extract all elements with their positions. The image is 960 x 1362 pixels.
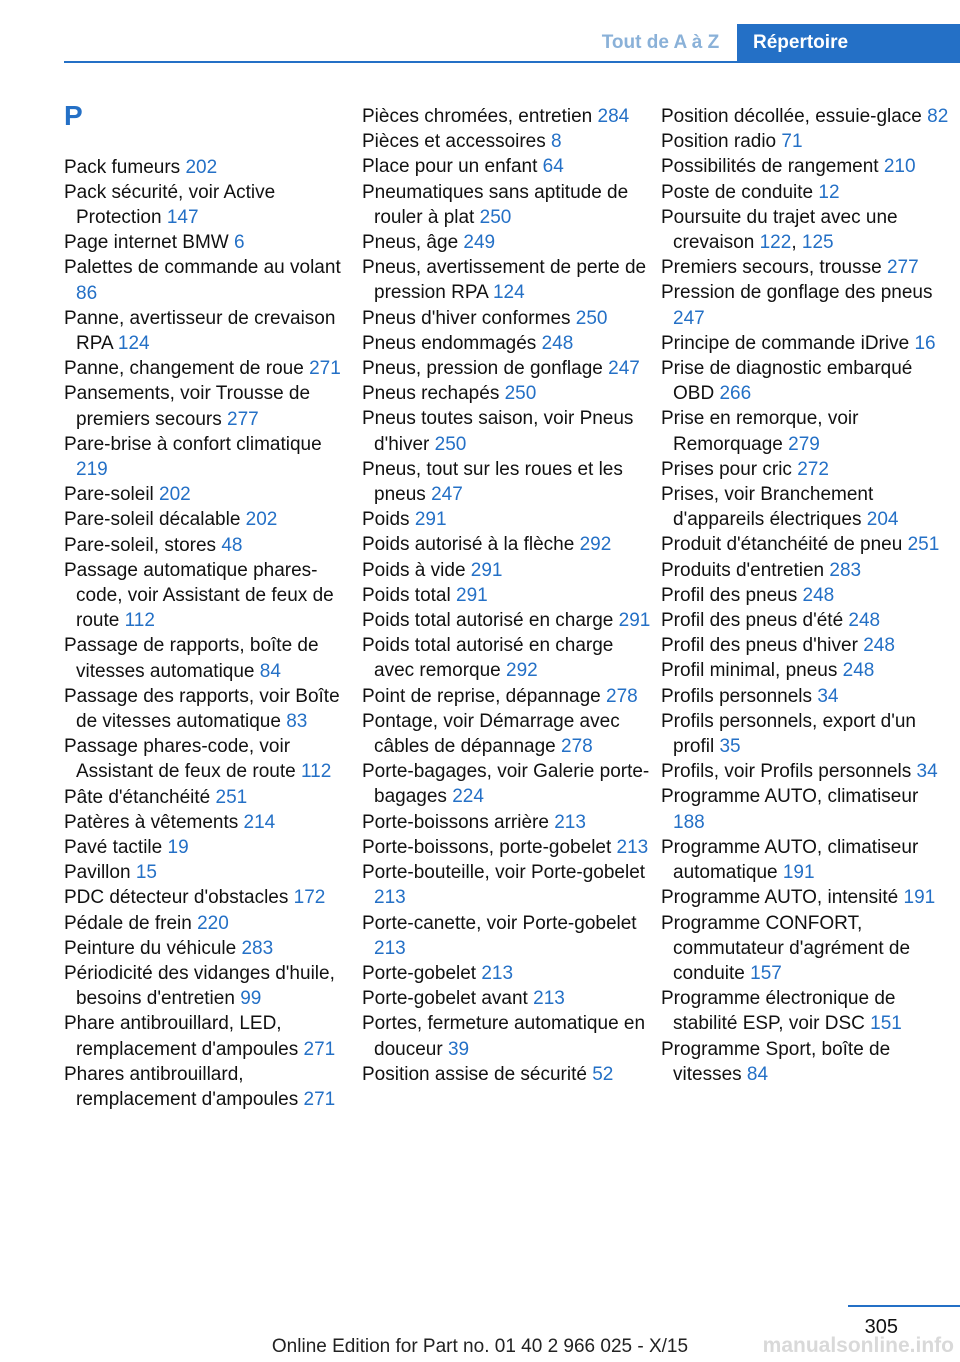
index-entry bbox=[362, 810, 654, 835]
page-link[interactable]: 6 bbox=[234, 232, 245, 254]
index-entry-text: Poursuite du trajet avec une crevaison bbox=[661, 206, 898, 254]
index-entry bbox=[661, 784, 953, 834]
index-entry-text: Pneus, tout sur les roues et les pneus bbox=[362, 458, 623, 506]
index-entry-text: Pare-brise à confort climatique bbox=[64, 433, 322, 455]
index-entry bbox=[362, 406, 654, 456]
page-link[interactable]: 188 bbox=[673, 811, 705, 833]
index-entry-text: Portes, fermeture automatique en douceur bbox=[362, 1013, 646, 1060]
watermark-logo: manualsonline.info bbox=[762, 1334, 954, 1357]
index-entry bbox=[362, 1011, 654, 1061]
page-link[interactable]: 213 bbox=[481, 962, 514, 984]
index-entry-text: Poids autorisé à la flèche bbox=[362, 534, 575, 556]
index-entry bbox=[661, 180, 953, 205]
index-entry-text: Porte-bagages, voir Galerie porte-bagages bbox=[362, 761, 650, 808]
index-entry bbox=[661, 885, 953, 910]
page-link[interactable]: 191 bbox=[782, 862, 815, 884]
page-link[interactable]: 283 bbox=[829, 559, 862, 581]
page-link[interactable]: 251 bbox=[907, 534, 940, 556]
page-link[interactable]: 271 bbox=[303, 1089, 336, 1111]
index-entry bbox=[64, 1062, 356, 1112]
index-entry-text: Périodicité des vidanges d'huile, besoins d'entretien bbox=[64, 963, 335, 1010]
index-entry-text: Profils, voir Profils personnels bbox=[661, 761, 912, 783]
index-entry bbox=[661, 583, 953, 608]
page-link[interactable]: 214 bbox=[243, 811, 276, 833]
index-entry-text: Programme Sport, boîte de vitesses bbox=[661, 1038, 891, 1085]
index-entry-text: Pare-soleil, stores bbox=[64, 534, 217, 556]
index-entry bbox=[362, 911, 654, 961]
index-entry-text: Produit d'étanchéité de pneu bbox=[661, 534, 903, 556]
index-entry bbox=[362, 154, 654, 179]
page-link[interactable]: 248 bbox=[863, 635, 895, 657]
index-entry bbox=[64, 558, 356, 634]
index-entry-text: Pavé tactile bbox=[64, 836, 163, 858]
index-entry-text: Produits d'entretien bbox=[661, 559, 825, 581]
index-entry bbox=[64, 734, 356, 784]
index-entry-text: Panne, avertisseur de crevaison RPA bbox=[64, 307, 336, 354]
index-entry bbox=[362, 381, 654, 406]
page-link[interactable]: 291 bbox=[456, 584, 488, 606]
page-link[interactable]: 266 bbox=[719, 383, 752, 405]
index-entry bbox=[362, 180, 654, 230]
index-entry bbox=[64, 885, 356, 910]
page-link[interactable]: 291 bbox=[618, 610, 651, 632]
index-entry-text: Profil des pneus d'hiver bbox=[661, 635, 858, 657]
page-link[interactable]: 39 bbox=[447, 1038, 470, 1060]
page-link[interactable]: 250 bbox=[575, 307, 608, 329]
index-entry-text: Patères à vêtements bbox=[64, 811, 239, 833]
index-entry bbox=[64, 381, 356, 431]
page-link[interactable]: 112 bbox=[300, 761, 332, 783]
index-entry bbox=[64, 432, 356, 482]
index-entry-text: Palettes de commande au volant bbox=[64, 257, 341, 279]
page-link[interactable]: 82 bbox=[927, 106, 949, 127]
index-entry bbox=[64, 810, 356, 835]
index-entry bbox=[362, 457, 654, 507]
index-entry bbox=[661, 709, 953, 759]
index-entry bbox=[64, 633, 356, 683]
index-entry-text: Prise en remorque, voir Remorquage bbox=[661, 408, 859, 455]
page-link[interactable]: 213 bbox=[374, 937, 406, 959]
tab-all-a-to-z[interactable]: Tout de A à Z bbox=[601, 32, 720, 53]
index-entry bbox=[362, 532, 654, 557]
index-entry-text: Pack sécurité, voir Active Protection bbox=[64, 181, 276, 228]
index-entry bbox=[362, 255, 654, 305]
page-link[interactable]: 147 bbox=[166, 206, 199, 228]
page-link[interactable]: 83 bbox=[286, 710, 308, 732]
index-entry bbox=[64, 155, 356, 180]
index-entry bbox=[362, 835, 654, 860]
index-entry bbox=[64, 356, 356, 381]
page-link[interactable]: 248 bbox=[541, 332, 574, 354]
index-entry bbox=[64, 482, 356, 507]
page-link[interactable]: 124 bbox=[117, 332, 150, 354]
index-entry-text: Pédale de frein bbox=[64, 912, 192, 934]
index-entry-text: Porte-boissons, porte-gobelet bbox=[362, 836, 612, 858]
index-entry-text: Pneus, avertissement de perte de pression RPA bbox=[362, 257, 647, 304]
page-link[interactable]: 71 bbox=[781, 131, 803, 153]
index-entry-text: Premiers secours, trousse bbox=[661, 257, 882, 279]
index-entry-text: Pontage, voir Démarrage avec câbles de dépannage bbox=[362, 710, 620, 758]
page-link[interactable]: 16 bbox=[914, 332, 936, 354]
page-link[interactable]: 34 bbox=[916, 761, 938, 783]
index-entry-text: Poids à vide bbox=[362, 559, 466, 581]
index-entry-text: Peinture du véhicule bbox=[64, 937, 237, 959]
index-entry-text: Passage de rapports, boîte de vitesses automatique bbox=[64, 635, 319, 682]
page-link[interactable]: 151 bbox=[870, 1013, 902, 1035]
page-link[interactable]: 35 bbox=[719, 736, 741, 758]
page-link[interactable]: 292 bbox=[506, 660, 538, 682]
index-entry-text: Passage automatique phares-code, voir Assistant de feux de route bbox=[64, 559, 334, 632]
index-entry bbox=[661, 280, 953, 330]
index-entry bbox=[362, 104, 654, 129]
index-entry bbox=[362, 633, 654, 683]
page-link[interactable]: 52 bbox=[592, 1063, 614, 1085]
page-number: 305 bbox=[864, 1316, 898, 1338]
index-entry-text: Programme AUTO, climatiseur automatique bbox=[661, 836, 919, 884]
index-entry-text: Porte-gobelet avant bbox=[362, 988, 528, 1010]
index-entry-text: Pneus d'hiver conformes bbox=[362, 307, 571, 329]
index-entry-text: Prises pour cric bbox=[661, 458, 792, 480]
index-entry bbox=[661, 406, 953, 456]
index-entry bbox=[362, 306, 654, 331]
page-link[interactable]: 34 bbox=[817, 685, 839, 707]
page-link[interactable]: 8 bbox=[551, 131, 562, 153]
index-entry-text: Pression de gonflage des pneus bbox=[661, 282, 933, 304]
page-link[interactable]: 247 bbox=[608, 358, 640, 380]
index-entry-text: Pare-soleil bbox=[64, 484, 154, 506]
page-link[interactable]: 248 bbox=[842, 660, 875, 682]
index-entry-text: Pièces et accessoires bbox=[362, 131, 546, 153]
index-entry bbox=[362, 684, 654, 709]
index-entry bbox=[64, 180, 356, 230]
index-entry bbox=[661, 331, 953, 356]
index-entry: Poursuite du trajet avec une crevaison 122, 125 bbox=[661, 206, 898, 254]
index-entry-text: Pavillon bbox=[64, 862, 131, 884]
index-entry bbox=[64, 911, 356, 936]
index-entry-text: Programme CONFORT, commutateur d'agrément de conduite bbox=[661, 912, 911, 984]
index-entry bbox=[661, 532, 953, 557]
index-column-2 bbox=[362, 104, 654, 1087]
index-entry-text: PDC détecteur d'obstacles bbox=[64, 887, 289, 909]
page-link[interactable]: 84 bbox=[746, 1063, 769, 1085]
index-entry-text: Phare antibrouillard, LED, remplacement d'ampoules bbox=[64, 1013, 299, 1060]
tab-index[interactable]: Répertoire bbox=[737, 24, 960, 62]
page-link[interactable]: 99 bbox=[240, 988, 262, 1010]
index-entry bbox=[661, 633, 953, 658]
page-link[interactable]: 249 bbox=[463, 232, 496, 254]
index-entry bbox=[661, 658, 953, 683]
index-entry-text: Pièces chromées, entretien bbox=[362, 106, 593, 127]
index-entry bbox=[362, 1062, 654, 1087]
index-entry-text: Programme AUTO, climatiseur bbox=[661, 786, 919, 808]
index-entry-text: Pneus, âge bbox=[362, 232, 459, 254]
index-entry bbox=[362, 331, 654, 356]
page-link[interactable]: 213 bbox=[554, 811, 586, 833]
index-entry-text: Possibilités de rangement bbox=[661, 156, 879, 178]
index-entry bbox=[64, 961, 356, 1011]
page-link[interactable]: 204 bbox=[866, 509, 899, 531]
index-entry-text: Profils personnels bbox=[661, 685, 813, 707]
page-link[interactable]: 278 bbox=[606, 685, 638, 707]
index-entry bbox=[362, 608, 654, 633]
index-entry-text: Porte-canette, voir Porte-gobelet bbox=[362, 912, 637, 934]
page-link[interactable]: 278 bbox=[561, 736, 593, 758]
page-link[interactable]: 248 bbox=[802, 584, 835, 606]
edition-footer: Online Edition for Part no. 01 40 2 966 025 - X/15 bbox=[271, 1336, 689, 1357]
page-link[interactable]: 250 bbox=[434, 433, 467, 455]
index-entry-text: Programme AUTO, intensité bbox=[661, 887, 899, 909]
index-entry bbox=[362, 961, 654, 986]
index-entry-text: Poids total autorisé en charge bbox=[362, 610, 614, 632]
index-entry bbox=[64, 230, 356, 255]
page-link[interactable]: 224 bbox=[452, 786, 484, 808]
index-entry bbox=[661, 482, 953, 532]
index-entry-text: Position radio bbox=[661, 131, 777, 153]
page-link[interactable]: 125 bbox=[801, 232, 834, 254]
page-link[interactable]: 213 bbox=[533, 988, 565, 1010]
index-entry bbox=[661, 759, 953, 784]
index-entry bbox=[661, 129, 953, 154]
index-entry bbox=[362, 860, 654, 910]
page-link[interactable]: 219 bbox=[76, 458, 108, 480]
index-entry bbox=[661, 457, 953, 482]
index-entry bbox=[362, 356, 654, 381]
page-link[interactable]: 292 bbox=[579, 534, 612, 556]
index-entry-text: Pneus rechapés bbox=[362, 383, 500, 405]
index-entry-text: Poids bbox=[362, 509, 410, 531]
page-link[interactable]: 248 bbox=[848, 610, 881, 632]
index-entry bbox=[661, 255, 953, 280]
index-entry-text: Poids total autorisé en charge avec remorque bbox=[362, 635, 614, 682]
index-entry-text: Profil des pneus bbox=[661, 584, 798, 606]
page-link[interactable]: 64 bbox=[542, 156, 564, 178]
index-entry-text: Pansements, voir Trousse de premiers secours bbox=[64, 383, 311, 430]
index-entry-text: Poids total bbox=[362, 584, 451, 606]
page-link[interactable]: 86 bbox=[76, 282, 98, 304]
page-link[interactable]: 12 bbox=[818, 181, 840, 203]
page-link[interactable]: 220 bbox=[197, 912, 229, 934]
index-entry-text: Pneumatiques sans aptitude de rouler à plat bbox=[362, 181, 629, 228]
index-entry-text: Place pour un enfant bbox=[362, 156, 538, 178]
index-entry-text: Pack fumeurs bbox=[64, 156, 181, 178]
index-entry bbox=[64, 936, 356, 961]
index-entry bbox=[661, 608, 953, 633]
page-link[interactable]: 112 bbox=[124, 610, 155, 632]
index-entry-text: Pâte d'étanchéité bbox=[64, 786, 211, 808]
index-entry bbox=[362, 230, 654, 255]
index-entry bbox=[661, 684, 953, 709]
page-link[interactable]: 122 bbox=[759, 232, 792, 254]
page-link[interactable]: 172 bbox=[293, 887, 326, 909]
page-link[interactable]: 272 bbox=[797, 458, 829, 480]
page-link[interactable]: 250 bbox=[504, 383, 537, 405]
page-link[interactable]: 202 bbox=[245, 509, 278, 531]
page-link[interactable]: 271 bbox=[309, 358, 341, 380]
index-entry bbox=[64, 306, 356, 356]
page-link[interactable]: 48 bbox=[221, 534, 243, 556]
index-entry-text: Profils personnels, export d'un profil bbox=[661, 710, 916, 758]
footer-divider bbox=[848, 1305, 960, 1307]
page-link[interactable]: 250 bbox=[479, 206, 512, 228]
index-entry bbox=[661, 911, 953, 987]
index-entry-text: Porte-gobelet bbox=[362, 962, 477, 984]
index-entry-text: Passage des rapports, voir Boîte de vitesses automatique bbox=[64, 685, 340, 732]
section-letter: P bbox=[64, 100, 83, 131]
index-entry-text: Passage phares-code, voir Assistant de feux de route bbox=[64, 736, 296, 783]
index-entry-text: Phares antibrouillard, remplacement d'ampoules bbox=[64, 1063, 299, 1111]
page-link[interactable]: 213 bbox=[616, 836, 649, 858]
index-entry bbox=[362, 583, 654, 608]
page-link[interactable]: 284 bbox=[597, 106, 630, 127]
index-entry bbox=[661, 356, 953, 406]
page-link[interactable]: 251 bbox=[215, 786, 248, 808]
index-entry-text: Porte-boissons arrière bbox=[362, 811, 549, 833]
index-entry-text: Point de reprise, dépannage bbox=[362, 685, 601, 707]
index-entry-text: Profil des pneus d'été bbox=[661, 610, 844, 632]
page-link[interactable]: 15 bbox=[135, 862, 157, 884]
index-entry-text: Position assise de sécurité bbox=[362, 1063, 587, 1085]
page-link[interactable]: 19 bbox=[167, 836, 189, 858]
index-entry-text: Principe de commande iDrive bbox=[661, 332, 910, 354]
index-entry bbox=[661, 835, 953, 885]
page-link[interactable]: 202 bbox=[159, 484, 191, 506]
page-link[interactable]: 210 bbox=[883, 156, 916, 178]
index-entry bbox=[661, 986, 953, 1036]
index-entry-text: Pneus toutes saison, voir Pneus d'hiver bbox=[362, 408, 634, 455]
index-entry bbox=[661, 558, 953, 583]
index-entry-text: Prises, voir Branchement d'appareils électriques bbox=[661, 484, 874, 531]
index-entry bbox=[661, 1037, 953, 1087]
index-entry bbox=[362, 507, 654, 532]
index-entry bbox=[64, 860, 356, 885]
index-entry bbox=[64, 507, 356, 532]
index-entry bbox=[64, 255, 356, 305]
index-entry-text: Panne, changement de roue bbox=[64, 358, 304, 380]
index-entry-text: Page internet BMW bbox=[64, 232, 229, 254]
index-entry bbox=[362, 709, 654, 759]
page-link[interactable]: 277 bbox=[227, 408, 259, 430]
index-entry bbox=[64, 1011, 356, 1061]
index-entry bbox=[362, 558, 654, 583]
index-entry-text: Programme électronique de stabilité ESP, voir DSC bbox=[661, 988, 896, 1035]
page-link[interactable]: 283 bbox=[241, 937, 274, 959]
index-entry-text: Poste de conduite bbox=[661, 181, 814, 203]
index-entry bbox=[64, 835, 356, 860]
page-link[interactable]: 213 bbox=[374, 887, 406, 909]
page-link[interactable]: 157 bbox=[750, 962, 782, 984]
index-column-3 bbox=[661, 104, 953, 1087]
index-entry bbox=[661, 154, 953, 179]
index-entry-text: Position décollée, essuie-glace bbox=[661, 106, 922, 127]
index-entry bbox=[362, 759, 654, 809]
page-link[interactable]: 247 bbox=[431, 484, 463, 506]
index-entry bbox=[64, 684, 356, 734]
page-link[interactable]: 202 bbox=[185, 156, 218, 178]
index-entry bbox=[64, 533, 356, 558]
page-link[interactable]: 271 bbox=[303, 1038, 336, 1060]
page-link[interactable]: 247 bbox=[673, 307, 705, 329]
index-entry bbox=[64, 785, 356, 810]
index-entry-text: Pneus, pression de gonflage bbox=[362, 358, 603, 380]
header-divider bbox=[64, 61, 960, 63]
page-link[interactable]: 291 bbox=[414, 509, 447, 531]
page-link[interactable]: 124 bbox=[492, 282, 525, 304]
page-link[interactable]: 191 bbox=[903, 887, 936, 909]
page-link[interactable]: 84 bbox=[259, 660, 281, 682]
page-link[interactable]: 277 bbox=[886, 257, 919, 279]
index-entry bbox=[362, 129, 654, 154]
index-entry bbox=[362, 986, 654, 1011]
page-link[interactable]: 279 bbox=[788, 433, 820, 455]
index-entry-text: Pare-soleil décalable bbox=[64, 509, 241, 531]
index-entry-text: Porte-bouteille, voir Porte-gobelet bbox=[362, 862, 646, 884]
index-entry-text: Profil minimal, pneus bbox=[661, 660, 838, 682]
page-link[interactable]: 291 bbox=[470, 559, 503, 581]
index-entry bbox=[661, 104, 953, 129]
index-column-1 bbox=[64, 155, 356, 1113]
index-entry-text: Prise de diagnostic embarqué OBD bbox=[661, 358, 913, 405]
index-entry-text: Pneus endommagés bbox=[362, 332, 537, 354]
